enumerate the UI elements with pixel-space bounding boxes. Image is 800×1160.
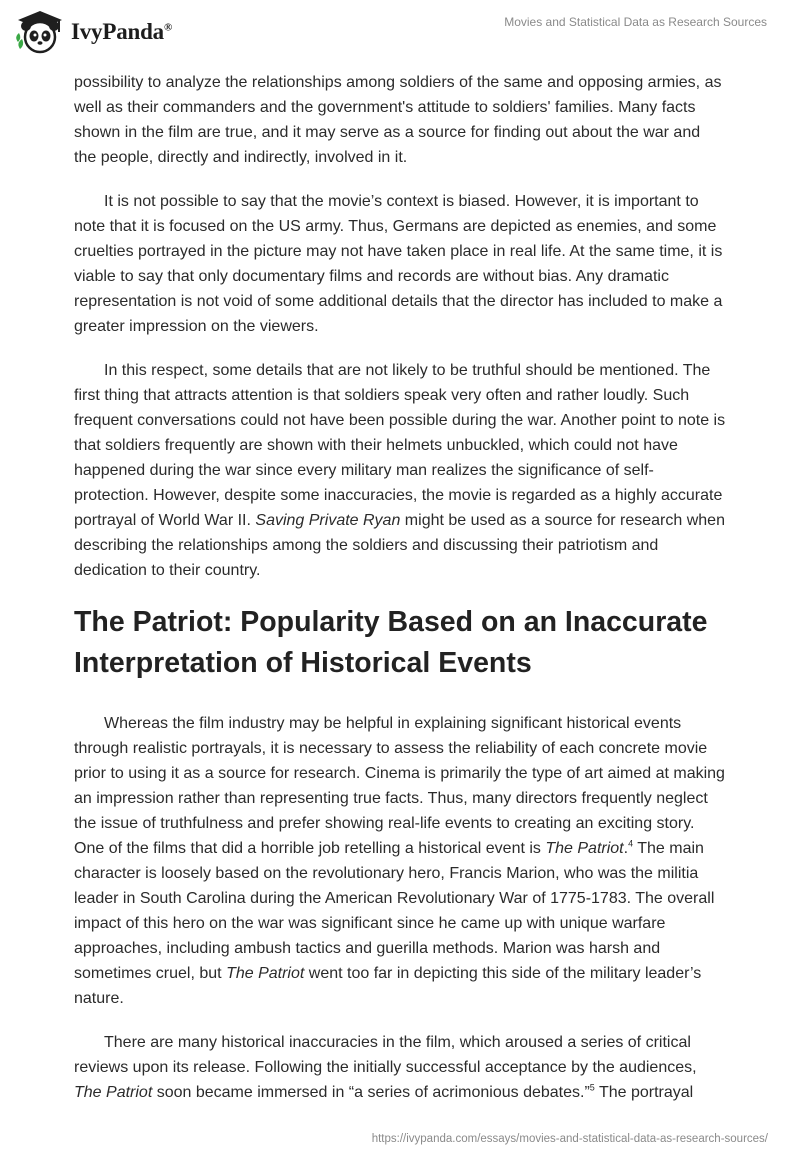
- footnote-5-link[interactable]: 5: [589, 1082, 595, 1093]
- film-title-the-patriot: The Patriot: [226, 965, 305, 982]
- ivypanda-logo[interactable]: [14, 8, 172, 56]
- source-url[interactable]: https://ivypanda.com/essays/movies-and-statistical-data-as-research-sources/: [371, 1133, 768, 1145]
- page-header: [0, 0, 800, 62]
- brand-name: IvyPanda®: [71, 19, 173, 44]
- paragraph-2: It is not possible to say that the movie’s context is biased. However, it is important to note that it is focused on the US army. Thus, Germans are depicted as enemies, and some cruelties portrayed in the picture may not have taken place in real life. At the same time, it is viable to say that only documentary films and records are without bias. Any dramatic representation is not void of some additional details that the director has included to make a greater impression on the viewers.: [74, 193, 723, 335]
- film-title-the-patriot: The Patriot: [74, 1084, 153, 1101]
- panda-graduate-logo-icon: [14, 9, 66, 55]
- film-title-the-patriot: The Patriot: [545, 840, 624, 857]
- paragraph-4: Whereas the film industry may be helpful in explaining significant historical events through realistic portrayals, it is necessary to assess the reliability of each concrete movie prior to using it as a source for research. Cinema is primarily the type of art aimed at making an impression rather than representing true facts. Thus, many directors frequently neglect the issue of truthfulness and prefer showing real-life events to creating an exciting story. One of the films that did a horrible job retelling a historical event is The Patriot.$^4$ The main character is loosely based on the revolutionary hero, Francis Marion, who was the militia leader in South Carolina during the American Revolutionary War of 1775-1783. The overall impact of this hero on the war was significant since he came up with unique warfare approaches, including ambush tactics and guerilla methods. Marion was harsh and sometimes cruel, but The Patriot went too far in depicting this side of the military leader’s nature.: [74, 715, 725, 1007]
- paragraph-1: possibility to analyze the relationships among soldiers of the same and opposing armies, as well as their commanders and the government's attitude to soldiers' families. Many facts shown in the film are true, and it may serve as a source for finding out about the war and the people, directly and indirectly, involved in it.: [74, 74, 722, 166]
- film-title-saving-private-ryan: Saving Private Ryan: [255, 512, 401, 529]
- paragraph-3: In this respect, some details that are not likely to be truthful should be mentioned. The first thing that attracts attention is that soldiers speak very often and rather loudly. Such frequent conversations could not have been possible during the war. Another point to note is that soldiers frequently are shown with their helmets unbuckled, which could not have happened during the war since every military man realizes the significance of self-protection. However, despite some inaccuracies, the movie is regarded as a highly accurate portrayal of World War II. Saving Private Ryan might be used as a source for research when describing the relationships among the soldiers and discussing their patriotism and dedication to their country.: [74, 362, 726, 579]
- footnote-4-link[interactable]: 4: [628, 838, 634, 849]
- section-heading: The Patriot: Popularity Based on an Inaccurate Interpretation of Historical Events: [74, 606, 708, 679]
- paragraph-5: There are many historical inaccuracies in the film, which aroused a series of critical reviews upon its release. Following the initially successful acceptance by the audiences, The Patriot soon became immersed in “a series of acrimonious debates.”$^5$ The portrayal: [74, 1034, 697, 1101]
- document-title: Movies and Statistical Data as Research Sources: [504, 15, 767, 29]
- essay-body: [74, 70, 726, 1124]
